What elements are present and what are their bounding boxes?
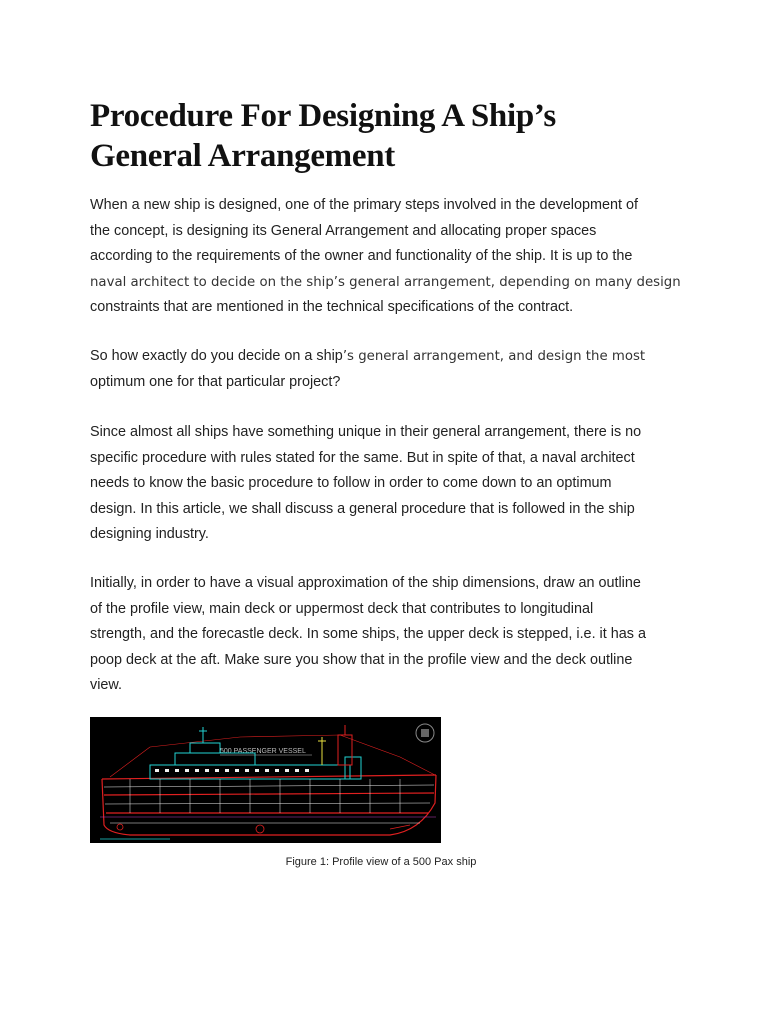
paragraph-question bbox=[90, 344, 685, 395]
text-line: optimum one for that particular project? bbox=[90, 373, 341, 390]
text-line: strength, and the forecastle deck. In some ships, the upper deck is stepped, i.e. it has a bbox=[90, 626, 646, 642]
text-line: poop deck at the aft. Make sure you show that in the profile view and the deck outline bbox=[90, 651, 633, 668]
text-line: So how exactly do you decide on a ship bbox=[90, 348, 343, 364]
ship-profile-figure bbox=[90, 717, 441, 843]
text-line: needs to know the basic procedure to follow in order to come down to an optimum bbox=[90, 475, 612, 491]
text-line: the concept, is designing its General Arrangement and allocating proper spaces bbox=[90, 222, 597, 239]
text-line: view. bbox=[90, 677, 122, 693]
paragraph-intro bbox=[90, 193, 685, 321]
text-line: constraints that are mentioned in the technical specifications of the contract. bbox=[90, 299, 574, 315]
article-title bbox=[90, 96, 690, 176]
text-line: When a new ship is designed, one of the primary steps involved in the development of bbox=[90, 197, 638, 213]
text-line: ’s general arrangement, and design the most bbox=[342, 349, 646, 364]
text-line: of the profile view, main deck or uppermost deck that contributes to longitudinal bbox=[90, 600, 594, 617]
text-line: designing industry. bbox=[90, 526, 209, 542]
ship-profile-drawing bbox=[90, 717, 441, 843]
figure-caption: Figure 1: Profile view of a 500 Pax ship bbox=[285, 856, 477, 868]
text-line: naval architect to decide on the ship’s general arrangement, depending on many design bbox=[90, 274, 681, 290]
paragraph-outline bbox=[90, 571, 685, 699]
paragraph-uniqueness bbox=[90, 420, 685, 548]
text-line: Since almost all ships have something unique in their general arrangement, there is no bbox=[90, 424, 642, 440]
text-line: Initially, in order to have a visual approximation of the ship dimensions, draw an outline bbox=[90, 575, 641, 591]
title-line-1: Procedure For Designing A Ship’s bbox=[90, 98, 556, 134]
text-line: design. In this article, we shall discuss a general procedure that is followed in the ship bbox=[90, 500, 635, 517]
text-line: specific procedure with rules stated for the same. But in spite of that, a naval architect bbox=[90, 449, 635, 466]
title-line-2: General Arrangement bbox=[90, 138, 395, 174]
text-line: according to the requirements of the owner and functionality of the ship. It is up to the bbox=[90, 248, 633, 264]
drawing-label: 500 PASSENGER VESSEL bbox=[220, 748, 306, 755]
